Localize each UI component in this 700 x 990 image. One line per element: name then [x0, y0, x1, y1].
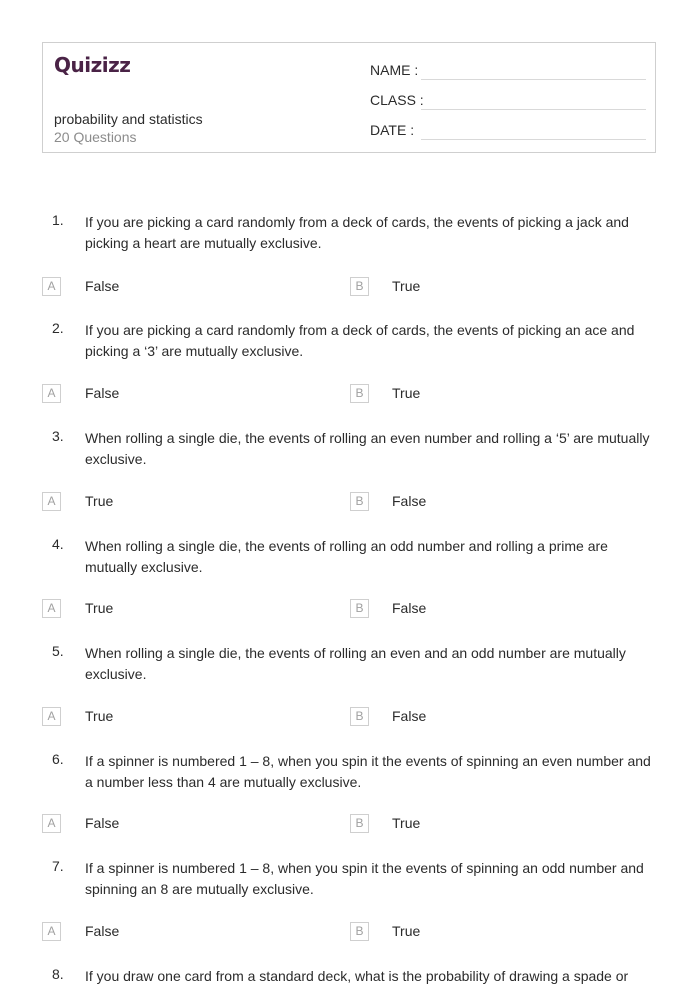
option-a-text[interactable]: True [85, 493, 114, 509]
option-a-text[interactable]: True [85, 708, 114, 724]
option-b-box[interactable]: B [350, 277, 369, 296]
option-a-text[interactable]: False [85, 923, 120, 939]
option-b-box[interactable]: B [350, 384, 369, 403]
option-b-box[interactable]: B [350, 492, 369, 511]
worksheet-title: probability and statistics [54, 111, 203, 127]
class-label: CLASS : [370, 92, 424, 108]
question-number: 8. [52, 966, 64, 982]
question-text: If you are picking a card randomly from a deck of cards, the events of picking a jack and picking a heart are mutually exclusive. [85, 214, 629, 251]
option-b-text[interactable]: False [392, 493, 427, 509]
option-b-text[interactable]: False [392, 708, 427, 724]
option-b-text[interactable]: True [392, 385, 421, 401]
option-b-box[interactable]: B [350, 814, 369, 833]
date-line[interactable] [421, 139, 646, 140]
question-number: 4. [52, 536, 64, 552]
option-b-text[interactable]: False [392, 600, 427, 616]
option-a-text[interactable]: True [85, 600, 114, 616]
option-b-box[interactable]: B [350, 599, 369, 618]
option-a-box[interactable]: A [42, 707, 61, 726]
question-text: When rolling a single die, the events of rolling an even number and rolling a ‘5’ are mutually exclusive. [85, 430, 650, 467]
question-text: When rolling a single die, the events of rolling an odd number and rolling a prime are mutually exclusive. [85, 538, 608, 575]
question-number: 3. [52, 428, 64, 444]
question-number: 6. [52, 751, 64, 767]
option-b-box[interactable]: B [350, 707, 369, 726]
name-line[interactable] [421, 79, 646, 80]
question-number: 2. [52, 320, 64, 336]
question-number: 7. [52, 858, 64, 874]
question-text: If a spinner is numbered 1 – 8, when you spin it the events of spinning an odd number and spinning an 8 are mutually exclusive. [85, 860, 644, 897]
question-text: If you draw one card from a standard deck, what is the probability of drawing a spade or [85, 968, 629, 984]
option-a-box[interactable]: A [42, 492, 61, 511]
option-a-box[interactable]: A [42, 922, 61, 941]
date-label: DATE : [370, 122, 415, 138]
question-number: 1. [52, 212, 64, 228]
question-count: 20 Questions [54, 129, 137, 145]
option-b-text[interactable]: True [392, 815, 421, 831]
option-a-box[interactable]: A [42, 814, 61, 833]
name-field[interactable] [370, 58, 646, 80]
class-field[interactable] [370, 88, 646, 110]
option-b-box[interactable]: B [350, 922, 369, 941]
option-a-text[interactable]: False [85, 815, 120, 831]
class-line[interactable] [421, 109, 646, 110]
question-number: 5. [52, 643, 64, 659]
date-field[interactable] [370, 118, 646, 140]
option-a-box[interactable]: A [42, 599, 61, 618]
question-text: When rolling a single die, the events of rolling an even and an odd number are mutually exclusive. [85, 645, 626, 682]
option-a-text[interactable]: False [85, 385, 120, 401]
option-b-text[interactable]: True [392, 923, 421, 939]
name-label: NAME : [370, 62, 419, 78]
question-8 [0, 966, 700, 990]
question-text: If you are picking a card randomly from a deck of cards, the events of picking an ace and picking a ‘3’ are mutually exclusive. [85, 322, 635, 359]
option-a-box[interactable]: A [42, 277, 61, 296]
option-b-text[interactable]: True [392, 278, 421, 294]
option-a-box[interactable]: A [42, 384, 61, 403]
question-text: If a spinner is numbered 1 – 8, when you spin it the events of spinning an even number and a number less than 4 are mutually exclusive. [85, 753, 651, 790]
option-a-text[interactable]: False [85, 278, 120, 294]
worksheet-header [42, 42, 656, 153]
quizizz-logo: Quizizz [54, 53, 131, 77]
